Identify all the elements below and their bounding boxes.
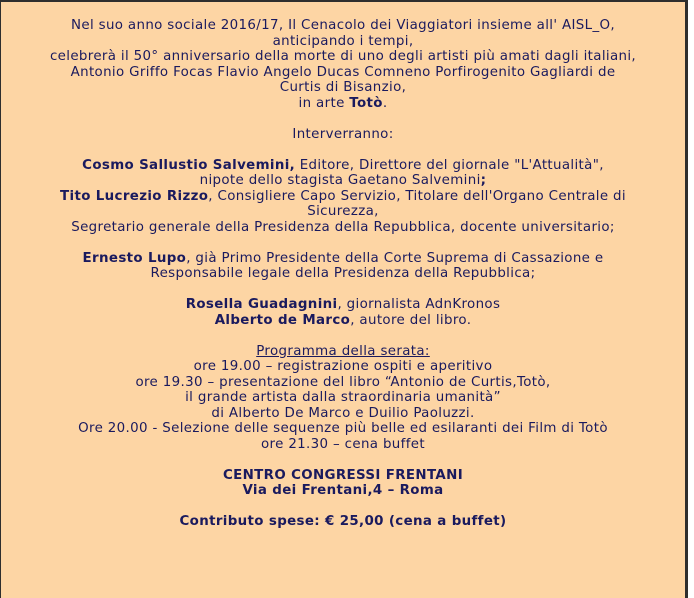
intro-suffix: . [382,95,388,111]
fee-line: Contributo spese: € 25,00 (cena a buffet) [179,514,507,529]
intro-line-5: Curtis di Bisanzio, [279,80,407,95]
speaker-name: Rosella Guadagnini [185,297,338,312]
invitation-text [1,2,685,530]
speaker-2-line-2: Sicurezza, [307,204,379,219]
intro-line-1: Nel suo anno sociale 2016/17, Il Cenacolo dei Viaggiatori insieme all' AISL_O, [70,18,615,33]
program-item: Ore 20.00 - Selezione delle sequenze più belle ed esilaranti dei Film di Totò [78,421,608,436]
speaker-4 [1,297,685,313]
intro-line-3: celebrerà il 50° anniversario della morte di uno degli artisti più amati dagli italiani, [49,49,637,64]
speaker-2-line-3: Segretario generale della Presidenza della Repubblica, docente universitario; [71,219,615,235]
program-item: il grande artista dalla straordinaria umanità” [185,390,501,405]
venue-address: Via dei Frentani,4 – Roma [242,483,444,498]
speaker-role: , giornalista AdnKronos [337,297,501,312]
program-item: di Alberto De Marco e Duilio Paoluzzi. [211,405,475,421]
speaker-1 [1,158,685,174]
speaker-role: , Consigliere Capo Servizio, Titolare dell'Organo Centrale di [208,188,626,204]
speakers-heading: Interverranno: [292,126,394,142]
speaker-1-line-2: nipote dello stagista Gaetano Salvemini; [199,173,487,188]
speaker-name: Alberto de Marco [214,312,351,328]
program-item: ore 19.30 – presentazione del libro “Antonio de Curtis,Totò, [135,374,551,390]
intro-line-2: anticipando i tempi, [272,33,414,49]
intro-prefix: in arte [298,95,350,111]
venue-name: CENTRO CONGRESSI FRENTANI [222,467,464,483]
speaker-name: Tito Lucrezio Rizzo [60,188,209,204]
speaker-name: Ernesto Lupo [82,250,187,266]
speaker-5 [1,313,685,329]
speaker-3-line-2: Responsabile legale della Presidenza della Repubblica; [150,266,536,281]
intro-line-4: Antonio Griffo Focas Flavio Angelo Ducas Comneno Porfirogenito Gagliardi de [70,64,616,80]
intro-line-6 [1,96,685,112]
speaker-name: Cosmo Sallustio Salvemini, [82,157,296,173]
program-item: ore 21.30 – cena buffet [261,436,425,452]
program-heading: Programma della serata: [256,343,430,359]
program-item: ore 19.00 – registrazione ospiti e aperitivo [193,359,493,374]
speaker-role: , autore del libro. [350,312,472,328]
speaker-role: Editore, Direttore del giornale "L'Attualità", [295,157,604,173]
speaker-2 [1,189,685,205]
speaker-role: , già Primo Presidente della Corte Suprema di Cassazione e [186,250,604,266]
speaker-3 [1,251,685,267]
stage-name: Totò [349,95,383,111]
